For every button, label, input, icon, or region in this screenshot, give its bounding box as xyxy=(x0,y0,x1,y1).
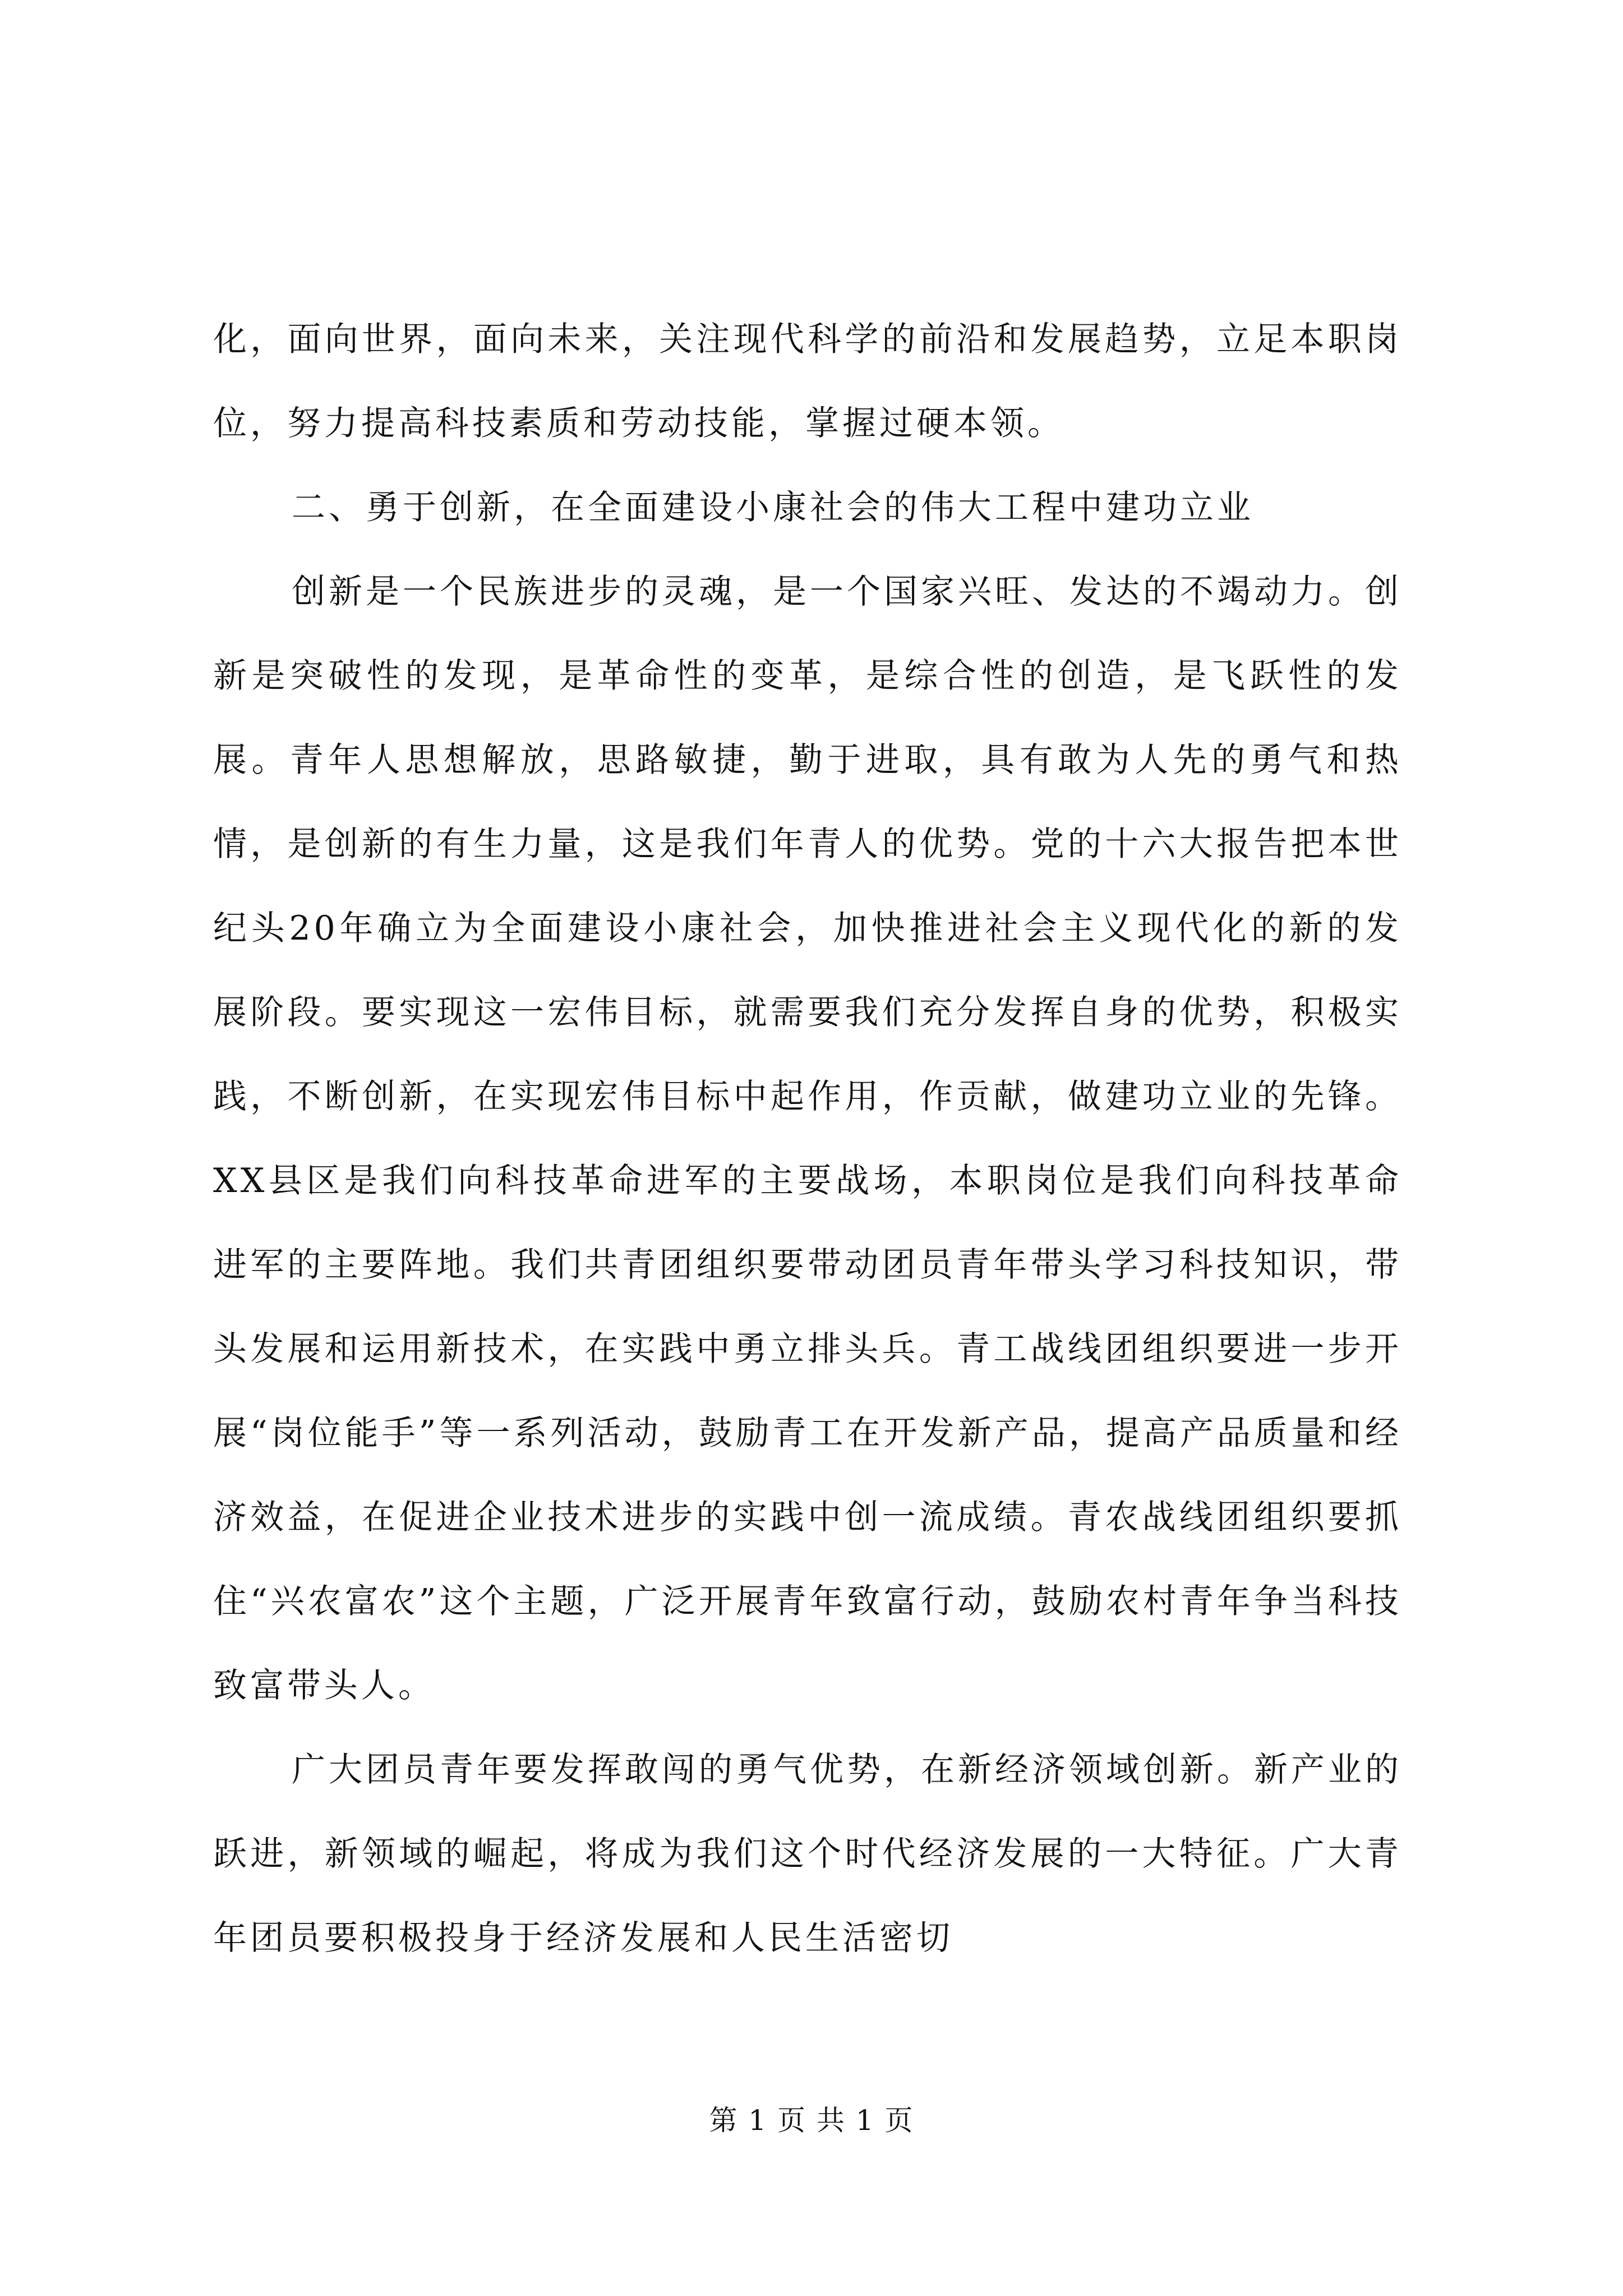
document-body xyxy=(213,297,1402,1980)
paragraph-innovation: 创新是一个民族进步的灵魂，是一个国家兴旺、发达的不竭动力。创新是突破性的发现，是革命性的变革，是综合性的创造，是飞跃性的发展。青年人思想解放，思路敏捷，勤于进取，具有敢为人先的勇气和热情，是创新的有生力量，这是我们年青人的优势。党的十六大报告把本世纪头20年确立为全面建设小康社会，加快推进社会主义现代化的新的发展阶段。要实现这一宏伟目标，就需要我们充分发挥自身的优势，积极实践，不断创新，在实现宏伟目标中起作用，作贡献，做建功立业的先锋。XX县区是我们向科技革命进军的主要战场，本职岗位是我们向科技革命进军的主要阵地。我们共青团组织要带动团员青年带头学习科技知识，带头发展和运用新技术，在实践中勇立排头兵。青工战线团组织要进一步开展“岗位能手”等一系列活动，鼓励青工在开发新产品，提高产品质量和经济效益，在促进企业技术进步的实践中创一流成绩。青农战线团组织要抓住“兴农富农”这个主题，广泛开展青年致富行动，鼓励农村青年争当科技致富带头人。 xyxy=(213,572,1402,1705)
paragraph-continuation: 化，面向世界，面向未来，关注现代科学的前沿和发展趋势，立足本职岗位，努力提高科技素质和劳动技能，掌握过硬本领。 xyxy=(213,320,1402,443)
section-heading: 二、勇于创新，在全面建设小康社会的伟大工程中建功立业 xyxy=(292,488,1254,527)
paragraph-new-economy: 广大团员青年要发挥敢闯的勇气优势，在新经济领域创新。新产业的跃进，新领域的崛起，将成为我们这个时代经济发展的一大特征。广大青年团员要积极投身于经济发展和人民生活密切 xyxy=(213,1750,1402,1958)
page-number-footer: 第 1 页 共 1 页 xyxy=(709,2104,914,2137)
